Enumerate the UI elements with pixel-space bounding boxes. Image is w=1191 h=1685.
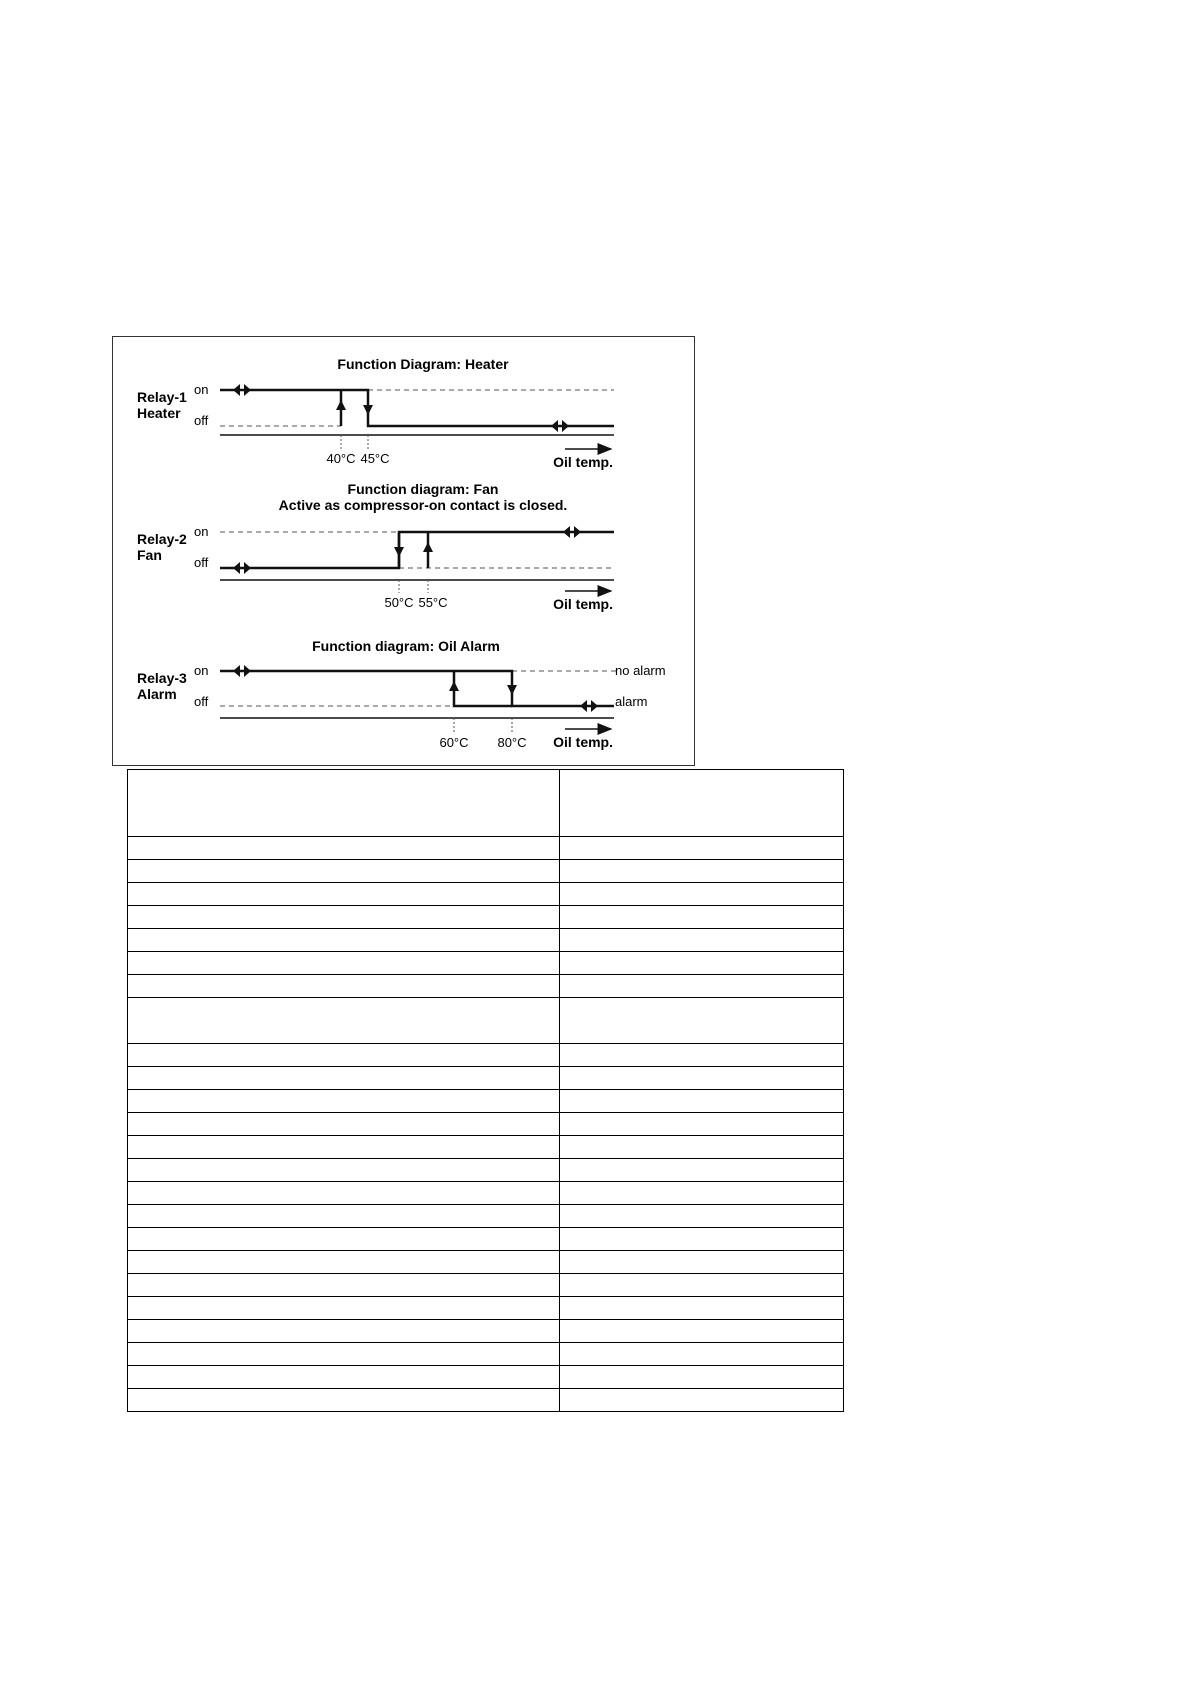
axis-label: Oil temp. <box>553 734 613 750</box>
table-cell <box>560 952 844 975</box>
state-on-label: on <box>194 382 209 397</box>
table-row <box>128 1343 844 1366</box>
table-cell <box>560 770 844 837</box>
table-cell <box>560 1274 844 1297</box>
table-cell <box>128 1067 560 1090</box>
relay-function: Alarm <box>137 686 177 702</box>
table-row <box>128 860 844 883</box>
table-row <box>128 906 844 929</box>
table-row <box>128 1251 844 1274</box>
table-cell <box>128 929 560 952</box>
relay-name: Relay-2 <box>137 531 187 547</box>
table-cell <box>128 1113 560 1136</box>
diagram-title: Function diagram: Oil Alarm <box>312 638 500 654</box>
table-cell <box>128 1228 560 1251</box>
state-on-label: on <box>194 524 209 539</box>
table-cell <box>560 998 844 1044</box>
threshold-label: 45°C <box>360 451 390 466</box>
table-row <box>128 1366 844 1389</box>
table-row <box>128 1297 844 1320</box>
table-cell <box>128 1136 560 1159</box>
diagram-title: Function diagram: Fan <box>347 481 499 497</box>
table-row <box>128 1205 844 1228</box>
table-cell <box>560 1113 844 1136</box>
function-diagrams-svg <box>113 337 696 767</box>
relay-name: Relay-3 <box>137 670 187 686</box>
relay-state-line <box>220 532 614 568</box>
table-cell <box>560 1159 844 1182</box>
table-cell <box>560 1090 844 1113</box>
table-cell <box>560 1136 844 1159</box>
relay-function: Fan <box>137 547 162 563</box>
arrow-down-icon <box>363 405 373 415</box>
state-on-label: on <box>194 663 209 678</box>
arrow-up-icon <box>423 542 433 552</box>
table-row <box>128 1159 844 1182</box>
table-cell <box>560 837 844 860</box>
table-cell <box>128 1366 560 1389</box>
table-row <box>128 1320 844 1343</box>
relay-state-line <box>220 390 614 426</box>
table-row <box>128 1067 844 1090</box>
table-row <box>128 1182 844 1205</box>
table-cell <box>128 1274 560 1297</box>
diagram-subtitle: Active as compressor-on contact is closed. <box>278 497 568 513</box>
table-cell <box>128 1251 560 1274</box>
function-diagrams-panel <box>112 336 695 766</box>
diagram-heater <box>137 356 614 470</box>
table-row <box>128 952 844 975</box>
table-cell <box>560 1297 844 1320</box>
arrow-down-icon <box>507 685 517 695</box>
table-cell <box>560 860 844 883</box>
arrow-up-icon <box>449 681 459 691</box>
state-off-label: off <box>194 413 209 428</box>
table-row <box>128 1228 844 1251</box>
table-cell <box>560 1044 844 1067</box>
relay-function: Heater <box>137 405 181 421</box>
threshold-label: 50°C <box>384 595 414 610</box>
table-cell <box>560 1343 844 1366</box>
table-row <box>128 998 844 1044</box>
table-cell <box>560 1067 844 1090</box>
table-row <box>128 929 844 952</box>
table-cell <box>128 1320 560 1343</box>
table-cell <box>128 1343 560 1366</box>
table-row <box>128 975 844 998</box>
table-row <box>128 1389 844 1412</box>
table-cell <box>128 837 560 860</box>
table-row <box>128 1136 844 1159</box>
table-cell <box>128 1182 560 1205</box>
table-cell <box>128 860 560 883</box>
alarm-label: alarm <box>615 694 648 709</box>
table-cell <box>560 1205 844 1228</box>
table-row <box>128 1090 844 1113</box>
table-cell <box>560 1228 844 1251</box>
table-cell <box>128 998 560 1044</box>
table-cell <box>128 883 560 906</box>
relay-state-line <box>220 671 614 706</box>
table-row <box>128 770 844 837</box>
table-row <box>128 1274 844 1297</box>
arrow-down-icon <box>394 547 404 557</box>
table-cell <box>128 1297 560 1320</box>
table-cell <box>128 1205 560 1228</box>
table-row <box>128 1113 844 1136</box>
axis-label: Oil temp. <box>553 596 613 612</box>
table-cell <box>560 1389 844 1412</box>
table-cell <box>128 906 560 929</box>
spec-table-body <box>128 770 844 1412</box>
threshold-label: 55°C <box>418 595 448 610</box>
table-cell <box>560 975 844 998</box>
alarm-low-segment <box>454 671 512 706</box>
state-off-label: off <box>194 555 209 570</box>
table-cell <box>128 952 560 975</box>
table-cell <box>560 1251 844 1274</box>
arrow-up-icon <box>336 400 346 410</box>
table-cell <box>128 1044 560 1067</box>
table-row <box>128 883 844 906</box>
table-cell <box>560 883 844 906</box>
threshold-label: 60°C <box>439 735 469 750</box>
threshold-label: 80°C <box>497 735 527 750</box>
table-row <box>128 837 844 860</box>
table-cell <box>128 1159 560 1182</box>
table-cell <box>560 1366 844 1389</box>
table-row <box>128 1044 844 1067</box>
table-cell <box>128 975 560 998</box>
table-cell <box>560 929 844 952</box>
no-alarm-label: no alarm <box>615 663 666 678</box>
diagram-title: Function Diagram: Heater <box>337 356 509 372</box>
table-cell <box>560 906 844 929</box>
threshold-label: 40°C <box>326 451 356 466</box>
state-off-label: off <box>194 694 209 709</box>
diagram-oil-alarm <box>137 638 666 750</box>
table-cell <box>128 1389 560 1412</box>
table-cell <box>128 770 560 837</box>
table-cell <box>560 1182 844 1205</box>
axis-label: Oil temp. <box>553 454 613 470</box>
table-cell <box>560 1320 844 1343</box>
diagram-fan <box>137 481 614 612</box>
table-cell <box>128 1090 560 1113</box>
relay-name: Relay-1 <box>137 389 187 405</box>
spec-table <box>127 769 844 1412</box>
